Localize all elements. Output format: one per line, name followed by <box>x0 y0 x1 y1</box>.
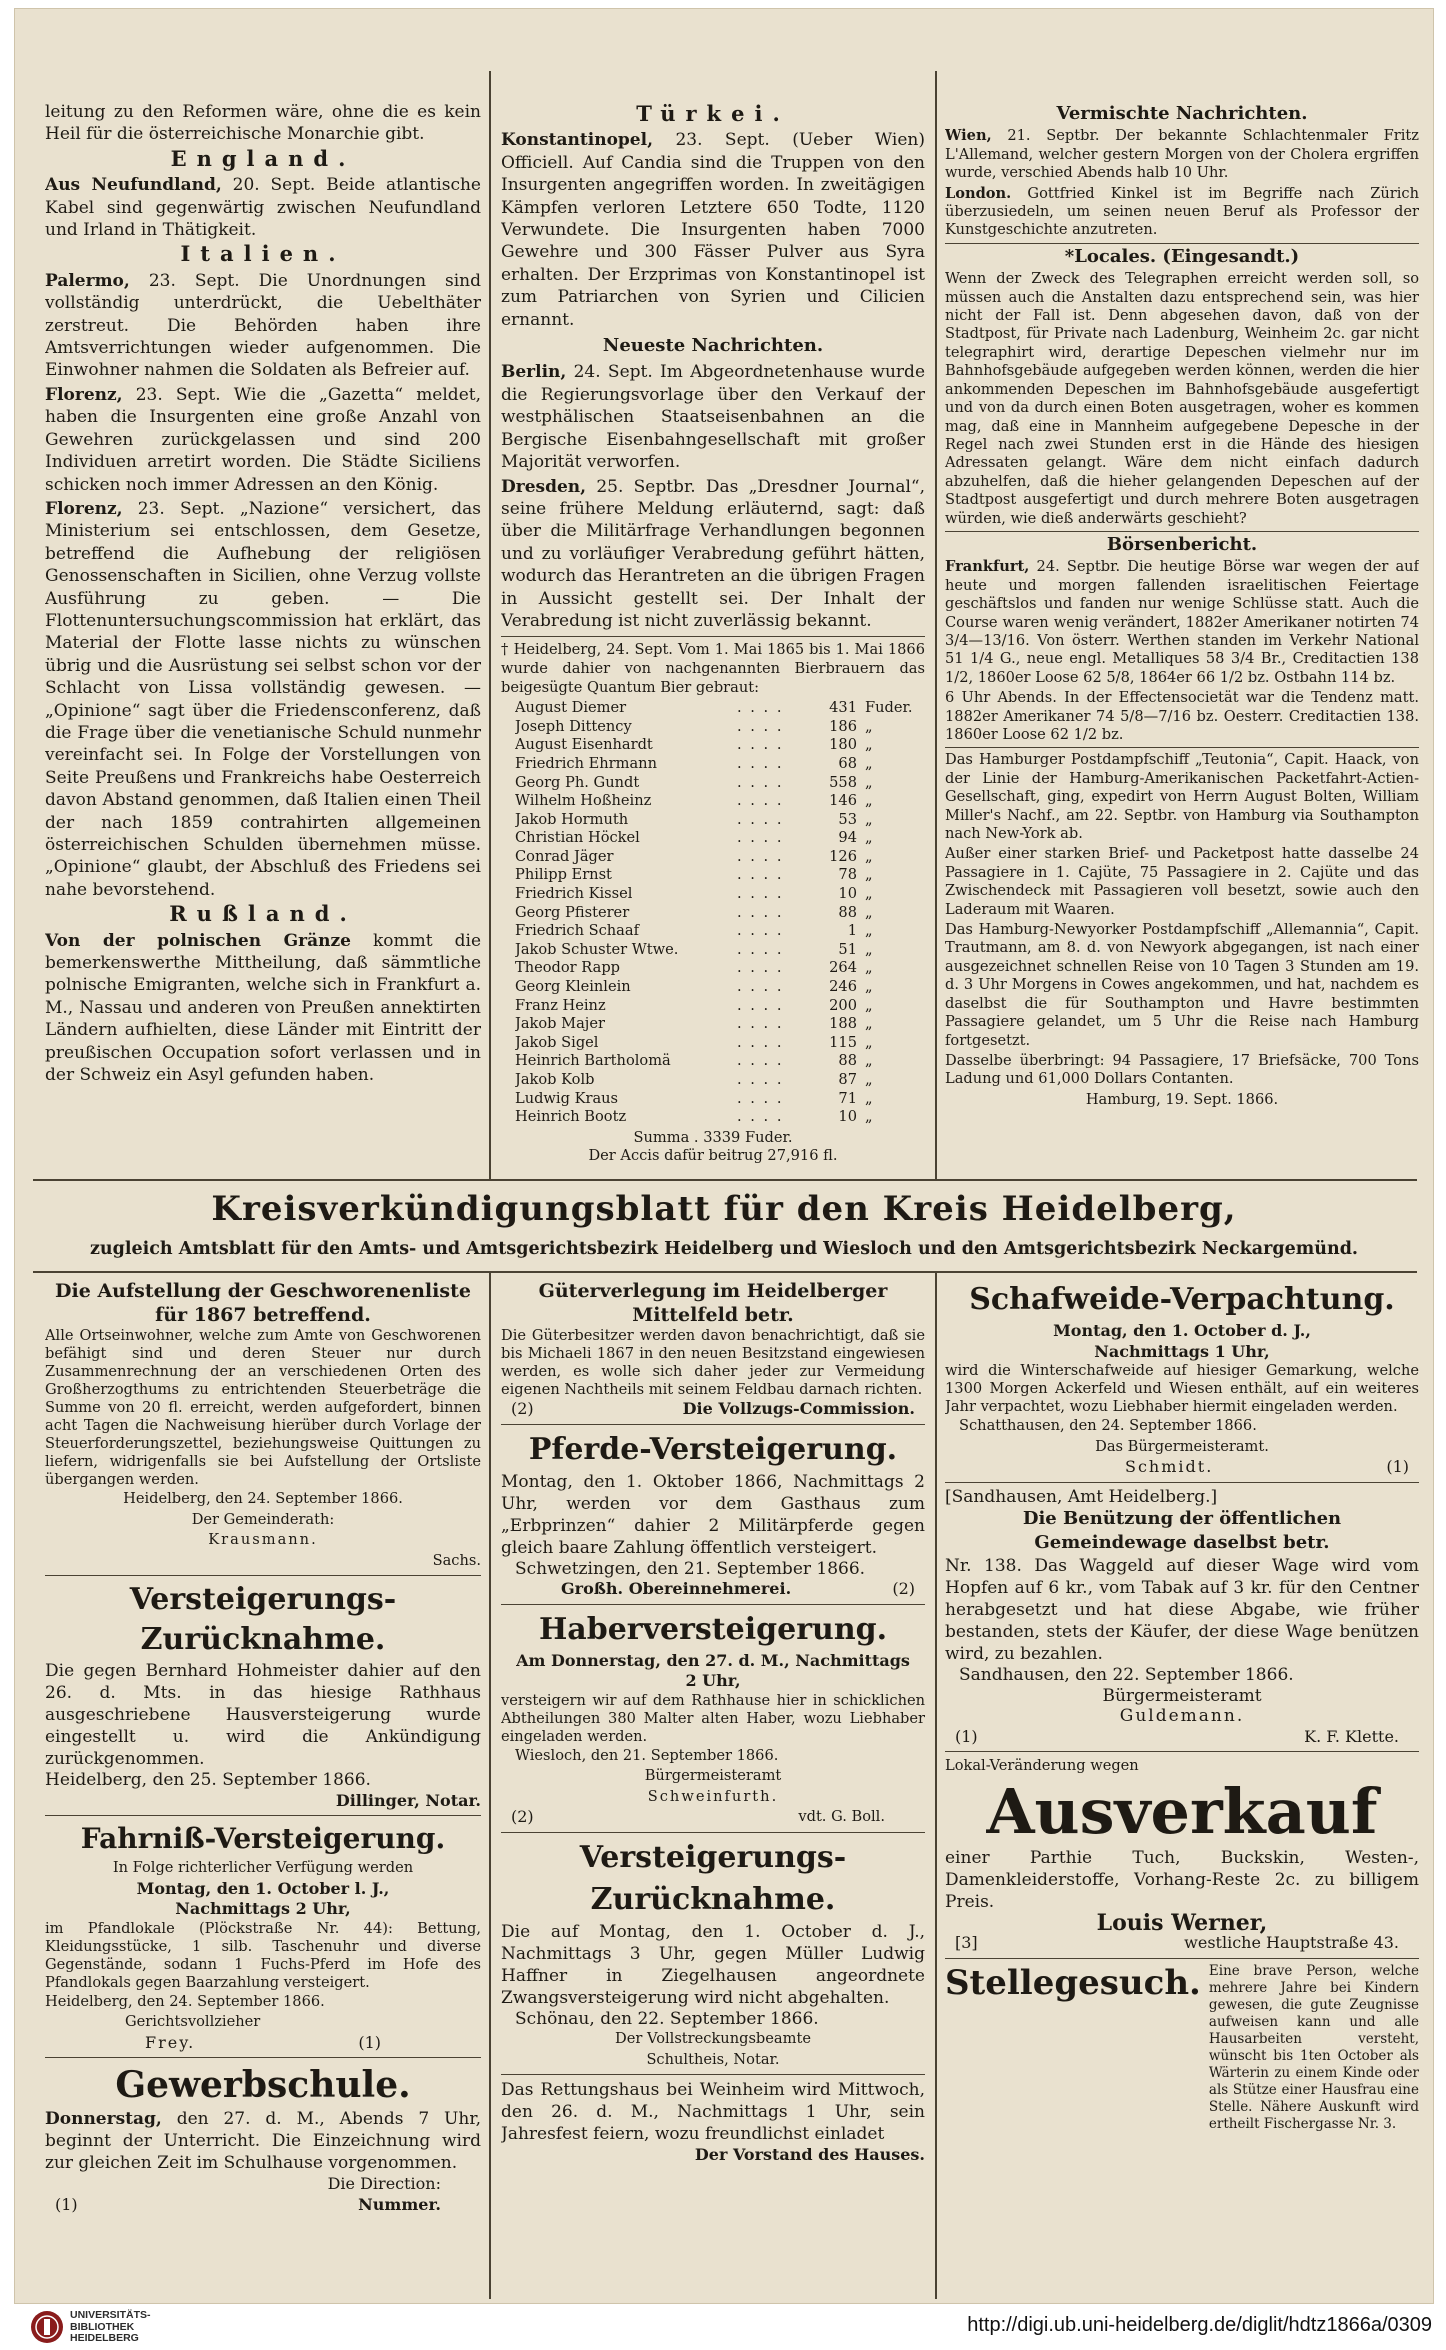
leader-dots: . . . . <box>737 1089 784 1107</box>
news-item <box>45 174 481 241</box>
ad-block <box>945 1963 1419 2133</box>
ad-number: [3] <box>955 1933 978 1952</box>
section-heading: Rußland. <box>169 901 357 927</box>
news-item <box>945 558 1419 687</box>
ad-signature-row <box>501 1807 925 1828</box>
leader-dots: . . . . <box>737 1108 784 1126</box>
news-text: 21. Septbr. Der bekannte Schlachtenmaler Fritz L'Allemand, welcher gestern Morgen von der Cholera ergriffen wurde, verschied Abends halb 10 Uhr. <box>945 127 1419 182</box>
ad-text: Nr. 138. Das Waggeld auf dieser Wage wird vom Hopfen auf 6 kr., vom Tabak auf 3 kr. für den Centner herabgesetzt und hat diese Abgabe, wie früher bestanden, stets der Käufer, der diese Wage benützen wird, zu bezahlen. <box>945 1556 1419 1664</box>
ad-signature: westliche Hauptstraße 43. <box>1184 1933 1399 1952</box>
brewer-unit: „ <box>865 773 873 791</box>
brewer-quantity: 53 <box>838 810 857 828</box>
news-item <box>945 185 1419 240</box>
ad-number: (1) <box>55 2194 78 2214</box>
brewer-name: Conrad Jäger <box>515 847 614 865</box>
divider <box>945 1482 1419 1483</box>
news-item: Hamburg, 19. Sept. 1866. <box>1085 1090 1279 1108</box>
ad-signature: Frey. <box>145 2032 196 2052</box>
leader-dots: . . . . <box>737 847 784 865</box>
ad-date: Wiesloch, den 21. September 1866. <box>515 1746 779 1764</box>
brewer-row <box>515 848 925 867</box>
divider <box>45 1575 481 1576</box>
ad-text: im Pfandlokale (Plöckstraße Nr. 44): Bettung, Kleidungsstücke, 1 silb. Taschenuhr und diverse Gegenstände, sodann 1 Fuchs-Pferd im Hofe des Pfandlokals gegen Baarzahlung versteigert. <box>45 1919 481 1991</box>
news-item <box>45 270 481 382</box>
brewer-name: Theodor Rapp <box>515 959 621 977</box>
news-text: 23. Sept. (Ueber Wien) Officiell. Auf Candia sind die Truppen von den Insurgenten angegriffen worden. In zweitägigen Kämpfen verloren Letztere 650 Todte, 1120 Verwundete. Die Insurgenten haben 7000 Gewehre und 300 Fässer Pulver aus Syra erhalten. Der Erzprimas von Konstantinopel ist zum Patriarchen von Syrien und Cilicien ernannt. <box>501 130 925 330</box>
leader-dots: . . . . <box>737 866 784 884</box>
brewer-unit: „ <box>865 978 873 996</box>
ad-signature: Der Vorstand des Hauses. <box>694 2145 925 2164</box>
leader-dots: . . . . <box>737 1052 784 1070</box>
ad-signature: vdt. G. Boll. <box>798 1808 885 1825</box>
news-text: 20. Sept. Beide atlantische Kabel sind gegenwärtig zwischen Neufundland und Irland in Thätigkeit. <box>45 175 481 241</box>
dateline: Berlin, <box>501 362 567 383</box>
brewer-row <box>515 885 925 904</box>
ad-date: Heidelberg, den 24. September 1866. <box>123 1490 403 1507</box>
news-text: Gottfried Kinkel ist im Begriffe nach Zürich überzusiedeln, um seinen neuen Beruf als Professor der Kunstgeschichte anzutreten. <box>945 184 1419 239</box>
ad-number: (2) <box>511 1399 534 1418</box>
brewer-unit: „ <box>865 1015 873 1033</box>
brewer-unit: „ <box>865 885 873 903</box>
brewer-unit: „ <box>865 847 873 865</box>
brewer-name: Wilhelm Hoßheinz <box>515 792 652 810</box>
news-item <box>501 129 925 331</box>
news-text: 23. Sept. „Nazione“ versichert, das Ministerium sei entschlossen, dem Gesetze, betreffend die Aufhebung der religiösen Genossenschaften in Sicilien, ohne Verzug vollste Ausführung zu geben. — Die Flottenuntersuchungscommission hat erklärt, das Material der Flotte lasse nichts zu wünschen übrig und die Ausrüstung sei selbst schon vor der Schlacht von Lissa vollständig gewesen. — „Opinione“ sagt über die Friedensconferenz, daß die Frage über die venetianische Schuld nunmehr vereinfacht sei. In Folge der Vorstellungen von Seite Preußens und Frankreichs habe Oesterreich davon Abstand genommen, daß Italien einen Theil der nach 1859 contrahirten allgemeinen österreichischen Schulden übernehmen müsse. „Opinione“ glaubt, der Abschluß des Friedens sei nahe bevorstehend. <box>45 498 481 900</box>
accis-total: Der Accis dafür beitrug 27,916 fl. <box>588 1147 838 1165</box>
brewer-row <box>515 978 925 997</box>
brewer-quantity: 431 <box>829 699 857 717</box>
ad-text: Die gegen Bernhard Hohmeister dahier auf den 26. d. Mts. in das hiesige Rathhaus ausgeschriebene Hausversteigerung wurde eingestellt u. wird die Ankündigung zurückgenommen. <box>45 1661 481 1769</box>
ad-number: (2) <box>511 1807 534 1826</box>
news-item: 6 Uhr Abends. In der Effectensocietät war die Tendenz matt. 1882er Amerikaner 74 5/8—7/16 bz. Oesterr. Creditactien 138. 1860er Loose 62 1/2 bz. <box>945 689 1419 743</box>
ad-signature-row <box>501 1399 925 1420</box>
ad-text: Montag, den 1. Oktober 1866, Nachmittags 2 Uhr, werden vor dem Gasthaus zum „Erbprinzen“ dahier 2 Militärpferde gegen gleich baare Zahlung öffentlich versteigert. <box>501 1471 925 1558</box>
brewer-name: Christian Höckel <box>515 829 640 847</box>
brewer-row <box>515 904 925 923</box>
brewer-quantity: 180 <box>829 736 857 754</box>
ad-date: Sandhausen, den 22. September 1866. <box>959 1665 1294 1685</box>
brewer-name: Ludwig Kraus <box>515 1089 619 1107</box>
ad-text: Lokal-Veränderung wegen <box>945 1757 1139 1774</box>
brewer-unit: Fuder. <box>865 699 913 717</box>
divider <box>945 1751 1419 1752</box>
brewer-row <box>515 829 925 848</box>
ad-text: Die auf Montag, den 1. October d. J., Nachmittags 3 Uhr, gegen Müller Ludwig Haffner in Ziegelhausen angeordnete Zwangsversteigerung wird nicht abgehalten. <box>501 1921 925 2008</box>
column-rule <box>489 1273 491 2299</box>
section-heading: Italien. <box>180 241 346 267</box>
ad-title: Die Benützung der öffentlichen Gemeindewage daselbst betr. <box>1022 1508 1342 1553</box>
ad-text: versteigern wir auf dem Rathhause hier in schicklichen Abtheilungen 380 Malter alten Haber, wozu Liebhaber eingeladen werden. <box>501 1691 925 1745</box>
library-name-line: UNIVERSITÄTS- <box>70 2309 151 2321</box>
ad-text: wird die Winterschafweide auf hiesiger Gemarkung, welche 1300 Morgen Ackerfeld und Wiesen enthält, auf ein weiteres Jahr verpachtet, wozu Liebhaber hiermit eingeladen werden. <box>945 1362 1419 1415</box>
brewer-unit: „ <box>865 1052 873 1070</box>
ad-number: (1) <box>1386 1457 1409 1476</box>
brewer-unit: „ <box>865 717 873 735</box>
divider <box>501 2074 925 2075</box>
section-heading: Börsenbericht. <box>1106 533 1258 555</box>
brewer-quantity: 88 <box>838 1052 857 1070</box>
ad-text: den 27. d. M., Abends 7 Uhr, beginnt der Unterricht. Die Einzeichnung wird zur gleichen Zeit im Schulhause vorgenommen. <box>45 2109 481 2173</box>
ad-signature-row <box>945 1933 1419 1954</box>
brewer-name: Friedrich Ehrmann <box>515 754 657 772</box>
brewer-name: Friedrich Kissel <box>515 885 633 903</box>
news-column-1 <box>45 101 481 1181</box>
ad-date: Heidelberg, den 24. September 1866. <box>45 1992 325 2010</box>
ad-title: Schafweide-Verpachtung. <box>969 1282 1395 1317</box>
leader-dots: . . . . <box>737 978 784 996</box>
ad-number: (2) <box>892 1579 915 1598</box>
masthead-title: Kreisverkündigungsblatt für den Kreis Heidelberg, <box>211 1189 1237 1229</box>
ad-title: Pferde-Versteigerung. <box>528 1431 898 1467</box>
brewer-quantity: 51 <box>838 940 857 958</box>
brewer-unit: „ <box>865 810 873 828</box>
divider <box>501 636 925 637</box>
brewer-unit: „ <box>865 1071 873 1088</box>
ad-text: einer Parthie Tuch, Buckskin, Westen-, Damenkleiderstoffe, Vorhang-Reste 2c. zu billigem Preis. <box>945 1847 1419 1912</box>
news-item <box>501 476 925 633</box>
brewer-name: August Eisenhardt <box>515 736 653 754</box>
leader-dots: . . . . <box>737 773 784 791</box>
divider <box>501 1424 925 1425</box>
brewer-unit: „ <box>865 959 873 977</box>
news-item: Dasselbe überbringt: 94 Passagiere, 17 Briefsäcke, 700 Tons Ladung und 61,000 Dollars Contanten. <box>945 1051 1419 1088</box>
ads-column-left <box>45 1279 481 2299</box>
divider <box>945 531 1419 532</box>
brewer-name: Jakob Kolb <box>515 1071 595 1088</box>
brewer-quantity: 200 <box>829 996 857 1014</box>
news-column-2 <box>501 101 925 1181</box>
ad-signature: Dillinger, Notar. <box>335 1790 481 1810</box>
ad-signature: Schultheis, Notar. <box>646 2050 780 2068</box>
ad-title: Güterverlegung im Heidelberger Mittelfeld betr. <box>538 1280 888 1326</box>
ad-signature: K. F. Klette. <box>1304 1726 1399 1746</box>
ad-date: Schönau, den 22. September 1866. <box>515 2008 819 2029</box>
dateline: Florenz, <box>45 498 123 519</box>
ad-text: Nachmittags 2 Uhr, <box>175 1899 351 1918</box>
leader-dots: . . . . <box>737 810 784 828</box>
brewer-quantity: 186 <box>829 717 857 735</box>
news-item <box>45 498 481 901</box>
brewer-row <box>515 1090 925 1109</box>
library-name <box>70 2310 151 2345</box>
brewer-name: Georg Kleinlein <box>515 978 631 996</box>
ad-date: Schwetzingen, den 21. September 1866. <box>515 1558 866 1579</box>
dateline: Frankfurt, <box>945 558 1030 576</box>
brewer-quantity: 146 <box>829 792 857 810</box>
section-heading: Neueste Nachrichten. <box>602 335 824 357</box>
news-item <box>501 361 925 473</box>
brewer-name: Friedrich Schaaf <box>515 922 639 940</box>
brewer-unit: „ <box>865 829 873 847</box>
ad-text: Nachmittags 1 Uhr, <box>1094 1341 1270 1361</box>
brewer-row <box>515 1034 925 1053</box>
newspaper-page <box>14 8 1434 2304</box>
ad-signature-row <box>501 1579 925 1600</box>
brewer-name: Jakob Majer <box>515 1015 605 1033</box>
news-text: 23. Sept. Die Unordnungen sind vollständig unterdrückt, die Uebelthäter zerstreut. Die Behörden haben ihre Amtsverrichtungen wieder aufgenommen. Die Einwohner nahmen die Soldaten als Befreier auf. <box>45 270 481 381</box>
brewer-name: Heinrich Bartholomä <box>515 1052 671 1070</box>
section-heading: Türkei. <box>636 101 790 126</box>
brewer-row <box>515 1052 925 1071</box>
ad-text: 2 Uhr, <box>685 1671 741 1690</box>
ad-signature: Nummer. <box>358 2194 441 2214</box>
brewer-unit: „ <box>865 736 873 754</box>
column-rule <box>489 71 491 1181</box>
divider <box>45 1815 481 1816</box>
ad-text: Das Rettungshaus bei Weinheim wird Mittwoch, den 26. d. M., Nachmittags 1 Uhr, sein Jahresfest feiern, wozu freundlichst einladet <box>501 2080 925 2144</box>
ad-signature: Der Vollstreckungsbeamte <box>615 2030 811 2047</box>
brewer-name: Philipp Ernst <box>515 866 612 884</box>
brewer-row <box>515 811 925 830</box>
dateline: London. <box>945 184 1012 202</box>
ad-signature: Die Direction: <box>327 2174 441 2193</box>
ad-text: Eine brave Person, welche mehrere Jahre bei Kindern gewesen, die gute Zeugnisse aufweisen kann und alle Hausarbeiten versteht, wünscht bis 1ten October als Wärterin zu einem Kinde oder als Stütze einer Hausfrau eine Stelle. Nähere Auskunft wird ertheilt Fischergasse Nr. 3. <box>1208 1962 1419 2132</box>
ad-text: Die Güterbesitzer werden davon benachrichtigt, daß sie bis Michaeli 1867 in den neuen Besitzstand eingewiesen werden, es wolle sich daher jeder zur Vermeidung eigenen Nachtheils mit seinem Feldbau darnach richten. <box>501 1327 925 1398</box>
dateline: Von der polnischen Gränze <box>45 930 351 951</box>
news-item: Wenn der Zweck des Telegraphen erreicht werden soll, so müssen auch die Anstalten dazu entsprechend sein, was hier nicht der Fall ist. Denn abgesehen davon, daß von der Stadtpost, für Private nach Ladenburg, Weinheim 2c. gar nicht telegraphirt wird, derartige Depeschen vielmehr nur im Bahnhofsgebäude aufgegeben werden können, werden die hier ankommenden Depeschen im Bahnhofsgebäude ausgefertigt und von da durch einen Boten ausgetragen, woher es kommen mag, daß eine in Mannheim aufgegebene Depesche in der Regel nach zwei Stunden erst in die Hände des hiesigen Adressaten gelangt. Wäre dem nicht einfach dadurch abzuhelfen, daß die hieher gelangenden Depeschen auf der Stadtpost ausgefertigt und durch mehrere Boten ausgetragen würden, wie dieß anderwärts geschieht? <box>945 270 1419 527</box>
ads-column-middle <box>501 1279 925 2299</box>
ad-signature: Schweinfurth. <box>647 1787 779 1805</box>
brewer-quantity: 188 <box>829 1015 857 1033</box>
ad-text: Am Donnerstag, den 27. d. M., Nachmittags <box>516 1650 910 1670</box>
ad-signature-row <box>45 2033 481 2054</box>
dateline: Aus Neufundland, <box>45 175 222 196</box>
masthead-rule <box>33 1271 1417 1273</box>
brewer-row <box>515 997 925 1016</box>
brewer-quantity: 10 <box>838 1108 857 1126</box>
brewer-quantity: 264 <box>829 959 857 977</box>
ad-title: Ausverkauf <box>986 1774 1378 1848</box>
leader-dots: . . . . <box>737 829 784 847</box>
section-heading: England. <box>170 145 356 171</box>
brewer-unit: „ <box>865 866 873 884</box>
ad-text: In Folge richterlicher Verfügung werden <box>112 1859 414 1876</box>
section-heading: Vermischte Nachrichten. <box>1056 103 1308 124</box>
library-name-line: HEIDELBERG <box>70 2332 139 2344</box>
brewer-row <box>515 774 925 793</box>
column-rule <box>935 1273 937 2299</box>
ad-title: Stellegesuch. <box>945 1962 1201 2003</box>
ad-signature: Großh. Obereinnehmerei. <box>561 1579 792 1598</box>
news-item <box>45 930 481 1087</box>
brewer-quantity: 71 <box>838 1089 857 1107</box>
library-name-line: BIBLIOTHEK <box>70 2320 135 2333</box>
masthead-subtitle: zugleich Amtsblatt für den Amts- und Amtsgerichtsbezirk Heidelberg und Wiesloch und den Amtsgerichtsbezirk Neckargemünd. <box>89 1239 1359 1259</box>
brewer-unit: „ <box>865 903 873 921</box>
ad-signature: Krausmann. <box>208 1531 318 1548</box>
brewer-row <box>515 922 925 941</box>
brewer-name: Heinrich Bootz <box>515 1108 627 1126</box>
brewer-row <box>515 699 925 718</box>
ad-title: Gewerbschule. <box>115 2064 411 2106</box>
ad-text: Montag, den 1. October d. J., <box>1053 1321 1311 1340</box>
section-heading: *Locales. (Eingesandt.) <box>1064 245 1300 267</box>
brewer-quantity: 87 <box>838 1071 857 1088</box>
ad-date: Schatthausen, den 24. September 1866. <box>959 1417 1257 1434</box>
divider <box>501 1604 925 1605</box>
brewer-row <box>515 941 925 960</box>
leader-dots: . . . . <box>737 1015 784 1033</box>
ad-text <box>45 2108 481 2174</box>
ad-signature: Bürgermeisteramt <box>644 1767 782 1784</box>
brewer-list <box>501 699 925 1127</box>
brewer-name: August Diemer <box>515 699 627 717</box>
brewer-row <box>515 959 925 978</box>
leader-dots: . . . . <box>737 754 784 772</box>
brewer-unit: „ <box>865 922 873 940</box>
column-rule <box>935 71 937 1181</box>
university-seal-icon <box>30 2310 64 2344</box>
news-text: 25. Septbr. Das „Dresdner Journal“, seine frühere Meldung erläuternd, sagt: daß über die Militärfrage Verhandlungen begonnen und zu vorläufiger Verabredung geführt hätten, wodurch das Herantreten an die übrigen Fragen in Aussicht gestellt sei. Der Inhalt der Verabredung ist nicht zuverlässig bekannt. <box>501 476 925 631</box>
news-item: Außer einer starken Brief- und Packetpost hatte dasselbe 24 Passagiere in 1. Cajüte, 75 Passagiere in 2. Cajüte und das Zwischendeck mit Passagieren voll besetzt, sowie auch den Laderaum mit Waaren. <box>945 845 1419 918</box>
brewer-quantity: 558 <box>829 773 857 791</box>
leader-dots: . . . . <box>737 996 784 1014</box>
ad-header: [Sandhausen, Amt Heidelberg.] <box>945 1486 1218 1507</box>
divider <box>945 1958 1419 1959</box>
ad-signature-row <box>45 2195 481 2216</box>
news-text: kommt die bemerkenswerthe Mittheilung, daß sämmtliche polnische Emigranten, welche sich in Frankfurt a. M., Nassau und anderen von Preußen annektirten Ländern aufhielten, diese Länder mit Eintritt der preußischen Occupation sofort verlassen und in der Schweiz ein Asyl gefunden haben. <box>45 930 481 1086</box>
ad-signature-row <box>945 1457 1419 1478</box>
news-item <box>945 127 1419 182</box>
ad-text: Montag, den 1. October l. J., <box>136 1878 390 1898</box>
ad-number: (1) <box>358 2032 381 2052</box>
brewer-row <box>515 866 925 885</box>
brewer-name: Joseph Dittency <box>515 717 632 735</box>
brewer-quantity: 1 <box>847 922 857 940</box>
brewer-name: Jakob Schuster Wtwe. <box>515 940 679 958</box>
brewer-name: Franz Heinz <box>515 996 606 1014</box>
news-item: Das Hamburg-Newyorker Postdampfschiff „Allemannia“, Capit. Trautmann, am 8. d. von Newyork abgegangen, ist nach einer ausgezeichnet schnellen Reise von 10 Tagen 3 Stunden am 19. d. 3 Uhr Morgens in Cowes angekommen, und hat, nachdem es daselbst die für Southampton und Havre bestimmten Passagiere gelandet, um 5 Uhr die Reise nach Hamburg fortgesetzt. <box>945 921 1419 1049</box>
ad-signature: Guldemann. <box>1119 1706 1245 1726</box>
leader-dots: . . . . <box>737 940 784 958</box>
brewer-quantity: 126 <box>829 847 857 865</box>
divider <box>45 2057 481 2058</box>
brewer-unit: „ <box>865 792 873 810</box>
ad-signature: Das Bürgermeisteramt. <box>1095 1437 1269 1455</box>
ad-date: Heidelberg, den 25. September 1866. <box>45 1770 371 1790</box>
ad-text: Alle Ortseinwohner, welche zum Amte von Geschworenen befähigt sind und deren Steuer nur durch Zusammenrechnung der an verschiedenen Orten des Großherzogthums zu entrichtenden Steuerbeträge die Summe von 20 fl. erreicht, werden aufgefordert, binnen acht Tagen die Nachweisung hierüber durch Vorlage der Steuerforderungszettel, beziehungsweise Quittungen zu liefern, widrigenfalls sie bei Aufstellung der Ortsliste übergangen werden. <box>45 1327 481 1488</box>
brewer-quantity: 88 <box>838 903 857 921</box>
brewer-row <box>515 792 925 811</box>
brewer-quantity: 78 <box>838 866 857 884</box>
ad-signature: Schmidt. <box>1125 1457 1214 1476</box>
dateline: Palermo, <box>45 270 130 291</box>
ad-title: Fahrniß-Versteigerung. <box>80 1822 446 1855</box>
brewer-list-total: Summa . 3339 Fuder. <box>633 1128 793 1146</box>
dateline: Dresden, <box>501 476 587 497</box>
brewer-unit: „ <box>865 940 873 958</box>
brewer-row <box>515 718 925 737</box>
ad-signature: Louis Werner, <box>1096 1909 1268 1936</box>
brewer-name: Georg Ph. Gundt <box>515 773 640 791</box>
ad-title: Haberversteigerung. <box>538 1611 888 1647</box>
divider <box>945 243 1419 244</box>
leader-dots: . . . . <box>737 792 784 810</box>
brewer-row <box>515 736 925 755</box>
ad-signature: Die Vollzugs-Commission. <box>682 1399 915 1418</box>
ad-signature: Sachs. <box>432 1551 481 1569</box>
brewer-list-intro: † Heidelberg, 24. Sept. Vom 1. Mai 1865 bis 1. Mai 1866 wurde dahier von nachgenannten Bierbrauern das beigesügte Quantum Bier gebraut: <box>501 641 925 696</box>
news-text: 23. Sept. Wie die „Gazetta“ meldet, haben die Insurgenten eine große Anzahl von Gewehren zurückgelassen und sind 200 Individuen arretirt worden. Die Städte Siciliens schicken noch immer Adressen an den König. <box>45 384 481 495</box>
news-item: Das Hamburger Postdampfschiff „Teutonia“, Capit. Haack, von der Linie der Hamburg-Amerikanischen Packetfahrt-Actien-Gesellschaft, ging, expedirt von Herrn August Bolten, William Miller's Nachf., am 22. Septbr. von Hamburg via Southampton nach New-York ab. <box>945 751 1419 843</box>
brewer-quantity: 246 <box>829 978 857 996</box>
masthead-rule <box>33 1179 1417 1181</box>
brewer-quantity: 115 <box>829 1033 857 1051</box>
brewer-unit: „ <box>865 1033 873 1051</box>
ad-signature: Bürgermeisteramt <box>1102 1685 1262 1706</box>
brewer-unit: „ <box>865 996 873 1014</box>
dateline: Konstantinopel, <box>501 130 653 151</box>
ad-number: (1) <box>955 1726 978 1746</box>
leader-dots: . . . . <box>737 959 784 977</box>
paragraph: leitung zu den Reformen wäre, ohne die es kein Heil für die österreichische Monarchie gibt. <box>45 102 481 145</box>
brewer-unit: „ <box>865 1108 873 1126</box>
dateline: Wien, <box>945 127 992 145</box>
news-item <box>45 384 481 496</box>
brewer-quantity: 94 <box>838 829 857 847</box>
leader-dots: . . . . <box>737 699 784 717</box>
brewer-name: Jakob Hormuth <box>515 810 629 828</box>
brewer-row <box>515 755 925 774</box>
brewer-quantity: 68 <box>838 754 857 772</box>
ad-title: Versteigerungs-Zurücknahme. <box>129 1582 397 1657</box>
ad-signature: Der Gemeinderath: <box>191 1510 335 1528</box>
news-text: 24. Septbr. Die heutige Börse war wegen der auf heute und morgen fallenden israelitischen Feiertage geschäftslos und fanden nur wenige Schlüsse statt. Auch die Course waren wenig verändert, 1882er Amerikaner notirten 74 3/4—13/16. Von österr. Werthen standen im Verkehr National 51 1/4 G., neue engl. Metalliques 58 3/4 Br., Creditactien 138 1/2, 1860er Loose 62 5/8, 1864er 66 1/2 bz. Ostbahn 114 bz. <box>945 558 1419 686</box>
brewer-row <box>515 1071 925 1090</box>
leader-dots: . . . . <box>737 1071 784 1088</box>
ad-signature-row <box>945 1727 1419 1748</box>
news-column-3 <box>945 101 1419 1181</box>
news-text: 24. Sept. Im Abgeordnetenhause wurde die Regierungsvorlage über den Verkauf der westphälischen Staatseisenbahnen an die Bergische Eisenbahngesellschaft mit großer Majorität verworfen. <box>501 362 925 473</box>
leader-dots: . . . . <box>737 903 784 921</box>
divider <box>945 747 1419 748</box>
brewer-name: Georg Pfisterer <box>515 903 630 921</box>
ads-column-right <box>945 1279 1419 2299</box>
leader-dots: . . . . <box>737 717 784 735</box>
brewer-unit: „ <box>865 754 873 772</box>
divider <box>501 1832 925 1833</box>
brewer-name: Jakob Sigel <box>515 1033 599 1051</box>
dateline: Florenz, <box>45 384 123 405</box>
source-url-link[interactable]: http://digi.ub.uni-heidelberg.de/diglit/hdtz1866a/0309 <box>967 2314 1432 2336</box>
ad-title: Die Aufstellung der Geschworenenliste für 1867 betreffend. <box>55 1280 471 1326</box>
ad-text-bold: Donnerstag, <box>45 2109 162 2129</box>
leader-dots: . . . . <box>737 736 784 754</box>
ad-signature: Gerichtsvollzieher <box>125 2013 261 2030</box>
brewer-row <box>515 1015 925 1034</box>
brewer-unit: „ <box>865 1089 873 1107</box>
brewer-row <box>515 1108 925 1127</box>
leader-dots: . . . . <box>737 922 784 940</box>
leader-dots: . . . . <box>737 1033 784 1051</box>
ad-title: Versteigerungs-Zurücknahme. <box>579 1839 847 1917</box>
leader-dots: . . . . <box>737 885 784 903</box>
brewer-quantity: 10 <box>838 885 857 903</box>
